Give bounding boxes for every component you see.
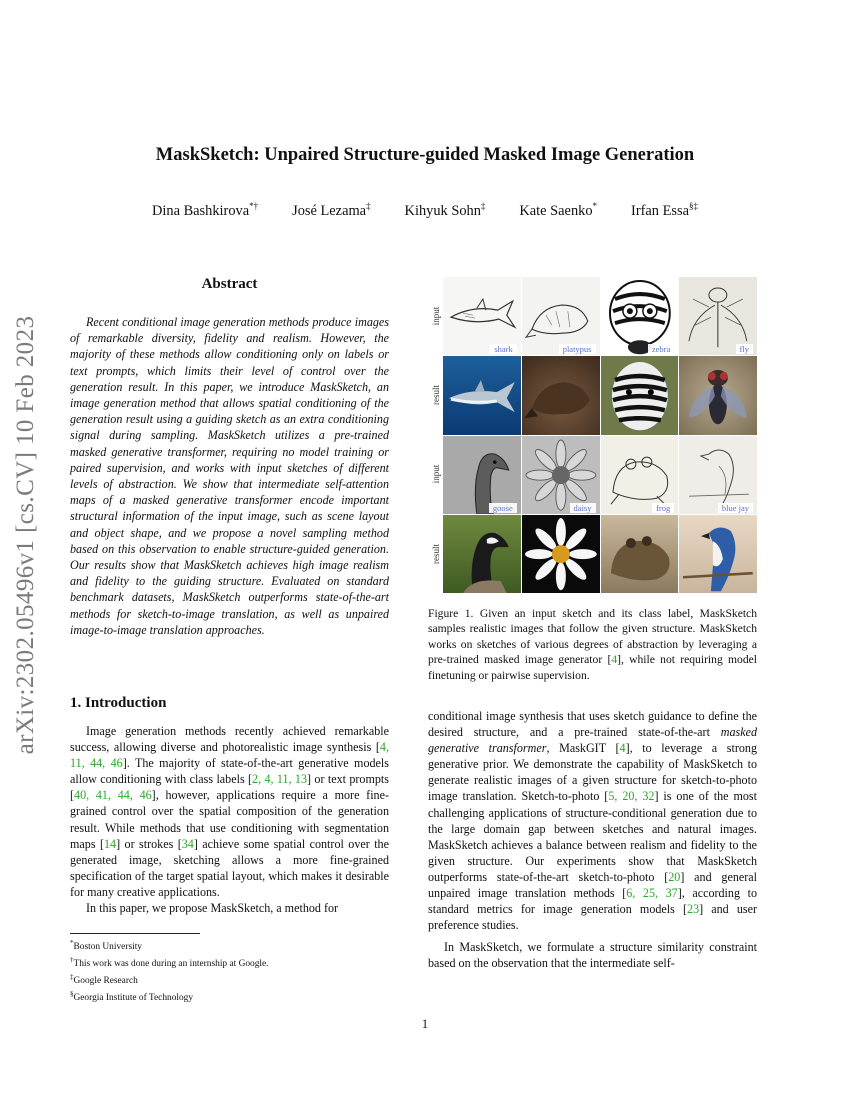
- result-frog-image: [601, 515, 679, 593]
- citation-link[interactable]: 20: [668, 869, 681, 884]
- introduction-body: [70, 723, 389, 916]
- figure-1: [428, 277, 758, 593]
- author: Kate Saenko*: [519, 201, 598, 219]
- figure-caption: Figure 1. Given an input sketch and its class label, MaskSketch samples realistic images that follow the given structure. MaskSketch works on sketches of various degrees of abstraction by leveraging a pre-trained masked image generator [4], while not requiring model finetuning or pairwise supervision.: [428, 607, 757, 682]
- body-paragraph: conditional image synthesis that uses sketch guidance to define the desired structure, and a pre-trained state-of-the-art masked generative transformer, MaskGIT [4], to leverage a strong generative prior. We demonstrate the capability of MaskSketch to generate realistic images of a given structure for sketch-to-photo image translation. Sketch-to-photo [5, 20, 32] is one of the most challenging applications of structure-conditional generation due to the large domain gap between sketches and natural images. MaskSketch achieves a balance between realism and fidelity to the given structure. Our experiments show that MaskSketch outperforms state-of-the-art sketch-to-photo [20] and general unpaired image translation methods [6, 25, 37], according to standard metrics for image generation models [23] and user preference studies.: [428, 709, 758, 933]
- citation-link[interactable]: 6, 25, 37: [626, 886, 678, 901]
- row-label: input: [431, 464, 441, 484]
- abstract-heading: Abstract: [201, 276, 258, 292]
- citation-link[interactable]: 4: [619, 741, 626, 756]
- arxiv-stamp-text: arXiv:2302.05496v1 [cs.CV] 10 Feb 2023: [12, 315, 39, 755]
- author: Kihyuk Sohn‡: [404, 201, 486, 219]
- class-label: frog: [652, 503, 674, 513]
- author: Dina Bashkirova*†: [152, 201, 259, 219]
- class-label: goose: [489, 503, 517, 513]
- figure-image-grid: [443, 277, 757, 593]
- intro-paragraph: Image generation methods recently achieved remarkable success, allowing diverse and photorealistic image synthesis [4, 11, 44, 46]. The majority of state-of-the-art generative models allow conditioning with class labels [2, 4, 11, 13] or text prompts [40, 41, 44, 46], however, applications require a more fine-grained control over the spatial composition of the generation result. While methods that use conditioning with segmentation maps [14] or strokes [34] achieve some spatial control over the generated image, sketching allows a more fine-grained specification of the target spatial layout, which makes it desirable for many creative applications.: [70, 724, 389, 899]
- page-number: 1: [421, 1017, 429, 1031]
- sketch-zebra-image: [601, 277, 679, 355]
- footnote: ‡Google Research: [70, 973, 138, 987]
- result-zebra-image: [601, 356, 679, 434]
- paper-title: MaskSketch: Unpaired Structure-guided Masked Image Generation: [155, 145, 695, 165]
- class-label: daisy: [570, 503, 596, 513]
- author: José Lezama‡: [292, 201, 371, 219]
- sketch-fly-image: [679, 277, 757, 355]
- sketch-blue-jay-image: [679, 436, 757, 514]
- result-blue-jay-image: [679, 515, 757, 593]
- row-label: result: [431, 385, 441, 405]
- right-column-body: [428, 708, 757, 972]
- class-label: shark: [490, 344, 516, 354]
- sketch-platypus-image: [522, 277, 600, 355]
- sketch-shark-image: [443, 277, 521, 355]
- citation-link[interactable]: 2, 4, 11, 13: [252, 772, 308, 787]
- row-label: result: [431, 543, 441, 564]
- citation-link[interactable]: 14: [103, 836, 117, 851]
- abstract-text: Recent conditional image generation methods produce images of remarkable diversity, fidelity and realism. However, the majority of these methods allow conditioning only on labels or text prompts, which limits their level of control over the generation result. In this paper, we introduce MaskSketch, an image generation method that allows spatial conditioning of the generation result using a guiding sketch as an extra conditioning signal during sampling. MaskSketch utilizes a pre-trained masked generative transformer, requiring no model training or paired supervision, and works with input sketches of different levels of abstraction. We show that intermediate self-attention maps of a masked generative transformer encode important structural information of the input image, such as scene layout and object shape, and we propose a novel sampling method based on this observation to enable structure-guided generation. Our results show that MaskSketch achieves high image realism and fidelity to the guiding structure. Evaluated on standard benchmark datasets, MaskSketch outperforms state-of-the-art methods for sketch-to-image translation, as well as unpaired image-to-image translation approaches.: [70, 315, 389, 637]
- body-paragraph: In MaskSketch, we formulate a structure similarity constraint based on the observation that the intermediate self-: [428, 940, 757, 971]
- arxiv-stamp: [4, 290, 48, 780]
- class-label: fly: [736, 344, 753, 354]
- abstract-body: [70, 314, 389, 638]
- intro-paragraph: In this paper, we propose MaskSketch, a method for: [86, 901, 339, 916]
- row-label: input: [431, 306, 441, 326]
- author-list: [0, 201, 850, 220]
- result-platypus-image: [522, 356, 600, 434]
- footnote-rule: [70, 933, 200, 934]
- citation-link[interactable]: 34: [181, 836, 194, 851]
- section-heading-introduction: 1. Introduction: [70, 695, 167, 711]
- citation-link[interactable]: 5, 20, 32: [608, 789, 655, 804]
- citation-link[interactable]: 40, 41, 44, 46: [74, 788, 152, 803]
- result-fly-image: [679, 356, 757, 434]
- footnote: *Boston University: [70, 939, 142, 953]
- sketch-daisy-image: [522, 436, 600, 514]
- citation-link[interactable]: 4: [611, 653, 618, 667]
- class-label: zebra: [648, 344, 674, 354]
- footnote: †This work was done during an internship at Google.: [70, 956, 269, 970]
- sketch-frog-image: [601, 436, 679, 514]
- citation-link[interactable]: 4, 11, 44, 46: [70, 740, 389, 771]
- footnotes: [70, 937, 400, 1006]
- result-goose-image: [443, 515, 521, 593]
- sketch-goose-image: [443, 436, 521, 514]
- result-shark-image: [443, 356, 521, 434]
- class-label: blue jay: [718, 503, 753, 513]
- result-daisy-image: [522, 515, 600, 593]
- footnote: §Georgia Institute of Technology: [70, 990, 194, 1004]
- author: Irfan Essa§‡: [631, 201, 698, 219]
- citation-link[interactable]: 23: [687, 902, 700, 917]
- class-label: platypus: [559, 344, 596, 354]
